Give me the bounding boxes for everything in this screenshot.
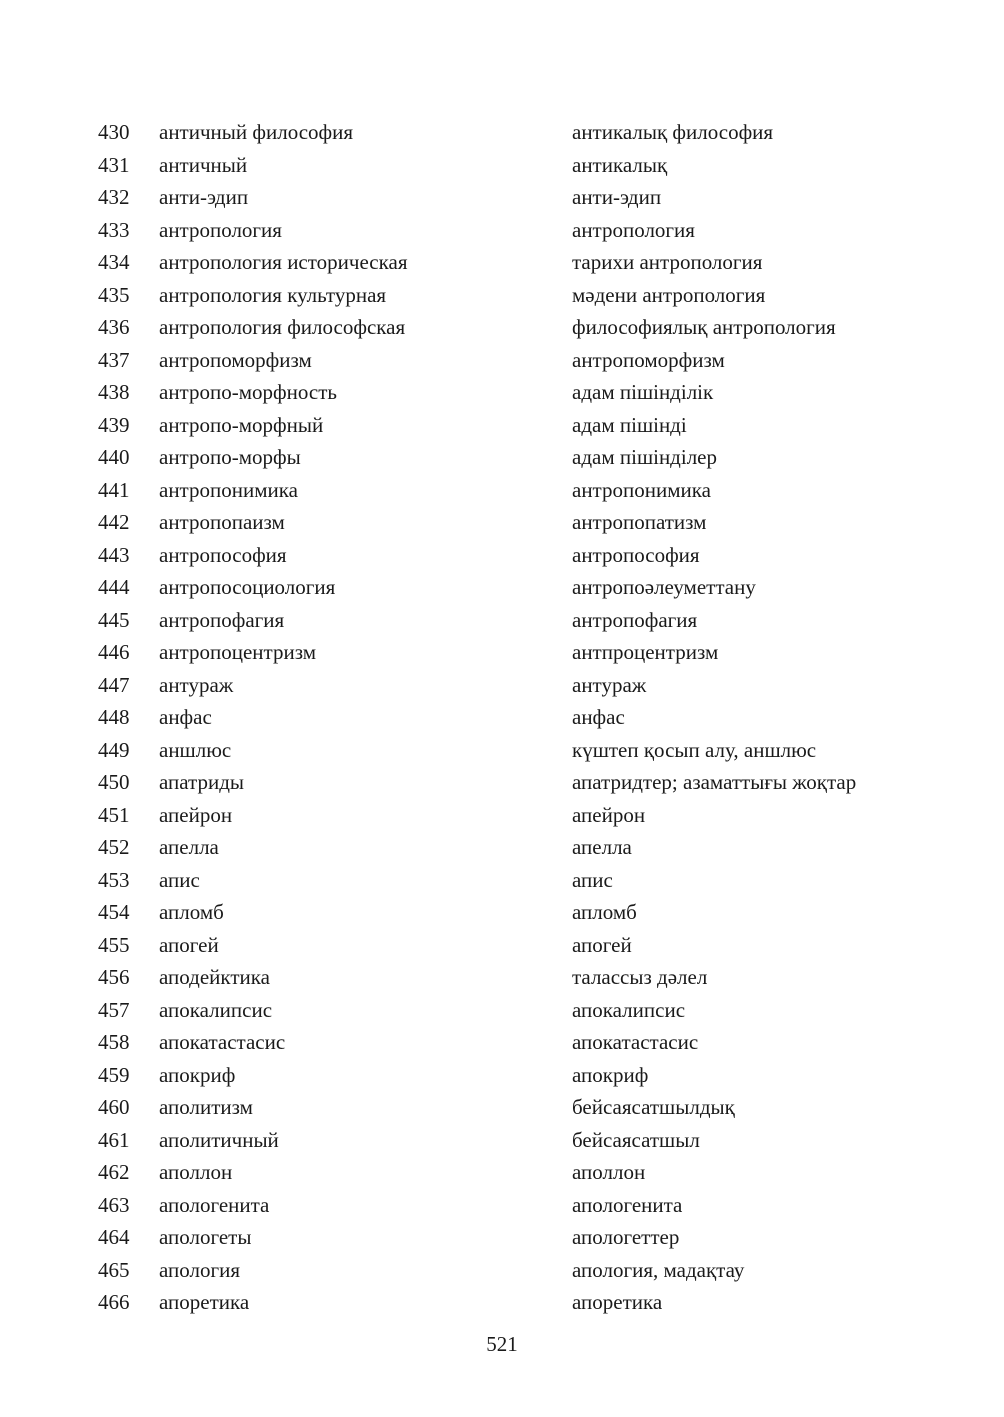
glossary-row <box>98 1189 928 1222</box>
glossary-row <box>98 604 928 637</box>
russian-term: аполитизм <box>159 1095 253 1119</box>
glossary-row <box>98 376 928 409</box>
kazakh-term: адам пішінділік <box>572 380 714 404</box>
entry-number: 451 <box>98 802 130 827</box>
glossary-row <box>98 1156 928 1189</box>
russian-term: аполлон <box>159 1160 233 1184</box>
entry-number: 449 <box>98 737 130 762</box>
kazakh-term: антураж <box>572 672 647 697</box>
kazakh-term: антпроцентризм <box>572 640 719 664</box>
glossary-row <box>98 961 928 994</box>
glossary-row <box>98 344 928 377</box>
entry-number: 435 <box>98 282 130 307</box>
russian-term: апатриды <box>159 770 245 794</box>
entry-number: 461 <box>98 1127 130 1152</box>
russian-term: антропоморфизм <box>159 347 312 372</box>
kazakh-term: апейрон <box>572 802 646 827</box>
russian-term: антропо-морфность <box>159 380 337 404</box>
russian-term: антропофагия <box>159 607 285 632</box>
glossary-table <box>98 116 928 1319</box>
glossary-row <box>98 571 928 604</box>
glossary-row <box>98 929 928 962</box>
entry-number: 458 <box>98 1030 130 1054</box>
glossary-row <box>98 246 928 279</box>
russian-term: апология <box>159 1257 240 1282</box>
kazakh-term: апоретика <box>572 1290 663 1314</box>
russian-term: антураж <box>159 672 234 697</box>
glossary-row <box>98 214 928 247</box>
russian-term: апелла <box>159 835 219 859</box>
kazakh-term: апломб <box>572 900 637 924</box>
kazakh-term: апогей <box>572 932 632 957</box>
russian-term: антропо-морфы <box>159 445 301 469</box>
entry-number: 446 <box>98 640 130 664</box>
russian-term: аподейктика <box>159 965 270 989</box>
glossary-row <box>98 506 928 539</box>
kazakh-term: апатридтер; азаматтығы жоқтар <box>572 770 857 794</box>
kazakh-term: адам пішінділер <box>572 445 718 469</box>
russian-term: антропосоциология <box>159 575 336 599</box>
kazakh-term: тарихи антропология <box>572 250 763 274</box>
entry-number: 466 <box>98 1290 130 1314</box>
russian-term: апокалипсис <box>159 997 273 1022</box>
kazakh-term: антропософия <box>572 542 700 567</box>
kazakh-term: антропоморфизм <box>572 347 725 372</box>
entry-number: 455 <box>98 932 130 957</box>
russian-term: апоретика <box>159 1290 250 1314</box>
entry-number: 450 <box>98 770 130 794</box>
entry-number: 457 <box>98 997 130 1022</box>
entry-number: 439 <box>98 412 130 437</box>
kazakh-term: антропоәлеуметтану <box>572 575 756 599</box>
glossary-row <box>98 701 928 734</box>
russian-term: апогей <box>159 932 219 957</box>
russian-term: антропоцентризм <box>159 640 316 664</box>
kazakh-term: антикалық <box>572 152 668 177</box>
russian-term: аполитичный <box>159 1127 279 1152</box>
kazakh-term: апологенита <box>572 1192 683 1217</box>
entry-number: 459 <box>98 1062 130 1087</box>
kazakh-term: мәдени антропология <box>572 282 766 307</box>
kazakh-term: апология, мадақтау <box>572 1257 745 1282</box>
entry-number: 432 <box>98 185 130 209</box>
entry-number: 448 <box>98 705 130 729</box>
russian-term: апис <box>159 867 200 892</box>
entry-number: 437 <box>98 347 130 372</box>
russian-term: антропонимика <box>159 477 298 502</box>
russian-term: апейрон <box>159 802 233 827</box>
entry-number: 433 <box>98 217 130 242</box>
glossary-row <box>98 474 928 507</box>
russian-term: античный <box>159 152 248 177</box>
kazakh-term: апокриф <box>572 1062 649 1087</box>
kazakh-term: күштеп қосып алу, аншлюс <box>572 737 817 762</box>
page-number: 521 <box>486 1332 518 1356</box>
entry-number: 465 <box>98 1257 130 1282</box>
kazakh-term: апелла <box>572 835 632 859</box>
kazakh-term: бейсаясатшылдық <box>572 1095 735 1119</box>
kazakh-term: аполлон <box>572 1160 646 1184</box>
entry-number: 434 <box>98 250 130 274</box>
kazakh-term: антропонимика <box>572 477 711 502</box>
russian-term: антропология философская <box>159 315 406 339</box>
russian-term: апокатастасис <box>159 1030 286 1054</box>
glossary-row <box>98 409 928 442</box>
glossary-row <box>98 116 928 149</box>
glossary-row <box>98 799 928 832</box>
kazakh-term: антропофагия <box>572 607 698 632</box>
entry-number: 443 <box>98 542 130 567</box>
russian-term: анти-эдип <box>159 185 249 209</box>
entry-number: 447 <box>98 672 130 697</box>
kazakh-term: философиялық антропология <box>572 315 836 339</box>
glossary-row <box>98 669 928 702</box>
kazakh-term: бейсаясатшыл <box>572 1127 700 1152</box>
kazakh-term: антропопатизм <box>572 510 707 534</box>
glossary-row <box>98 766 928 799</box>
kazakh-term: антикалық философия <box>572 120 774 144</box>
glossary-row <box>98 279 928 312</box>
entry-number: 453 <box>98 867 130 892</box>
entry-number: 460 <box>98 1095 130 1119</box>
entry-number: 438 <box>98 380 130 404</box>
kazakh-term: антропология <box>572 217 695 242</box>
kazakh-term: адам пішінді <box>572 412 687 437</box>
entry-number: 456 <box>98 965 130 989</box>
entry-number: 430 <box>98 120 130 144</box>
kazakh-term: апис <box>572 867 613 892</box>
glossary-row <box>98 1059 928 1092</box>
glossary-row <box>98 1124 928 1157</box>
entry-number: 440 <box>98 445 130 469</box>
glossary-row <box>98 864 928 897</box>
russian-term: антропопаизм <box>159 510 285 534</box>
glossary-row <box>98 149 928 182</box>
russian-term: апологенита <box>159 1192 270 1217</box>
glossary-row <box>98 831 928 864</box>
glossary-row <box>98 539 928 572</box>
kazakh-term: талассыз дәлел <box>572 965 708 989</box>
glossary-row <box>98 1221 928 1254</box>
entry-number: 431 <box>98 152 130 177</box>
glossary-row <box>98 181 928 214</box>
kazakh-term: анфас <box>572 705 625 729</box>
russian-term: антропология <box>159 217 282 242</box>
entry-number: 454 <box>98 900 130 924</box>
entry-number: 436 <box>98 315 130 339</box>
russian-term: антропология культурная <box>159 282 387 307</box>
entry-number: 452 <box>98 835 130 859</box>
kazakh-term: апокалипсис <box>572 997 686 1022</box>
glossary-row <box>98 1254 928 1287</box>
russian-term: апокриф <box>159 1062 236 1087</box>
russian-term: апломб <box>159 900 224 924</box>
entry-number: 442 <box>98 510 130 534</box>
glossary-row <box>98 441 928 474</box>
kazakh-term: анти-эдип <box>572 185 662 209</box>
russian-term: апологеты <box>159 1225 252 1249</box>
kazakh-term: апологеттер <box>572 1225 680 1249</box>
russian-term: анфас <box>159 705 212 729</box>
entry-number: 462 <box>98 1160 130 1184</box>
entry-number: 463 <box>98 1192 130 1217</box>
glossary-row <box>98 1026 928 1059</box>
russian-term: античный философия <box>159 120 354 144</box>
glossary-row <box>98 1091 928 1124</box>
entry-number: 444 <box>98 575 130 599</box>
glossary-row <box>98 734 928 767</box>
glossary-row <box>98 896 928 929</box>
kazakh-term: апокатастасис <box>572 1030 699 1054</box>
russian-term: антропология историческая <box>159 250 408 274</box>
glossary-row <box>98 636 928 669</box>
entry-number: 441 <box>98 477 130 502</box>
glossary-row <box>98 1286 928 1319</box>
glossary-row <box>98 311 928 344</box>
glossary-row <box>98 994 928 1027</box>
russian-term: антропософия <box>159 542 287 567</box>
russian-term: антропо-морфный <box>159 412 324 437</box>
entry-number: 445 <box>98 607 130 632</box>
entry-number: 464 <box>98 1225 130 1249</box>
russian-term: аншлюс <box>159 737 232 762</box>
